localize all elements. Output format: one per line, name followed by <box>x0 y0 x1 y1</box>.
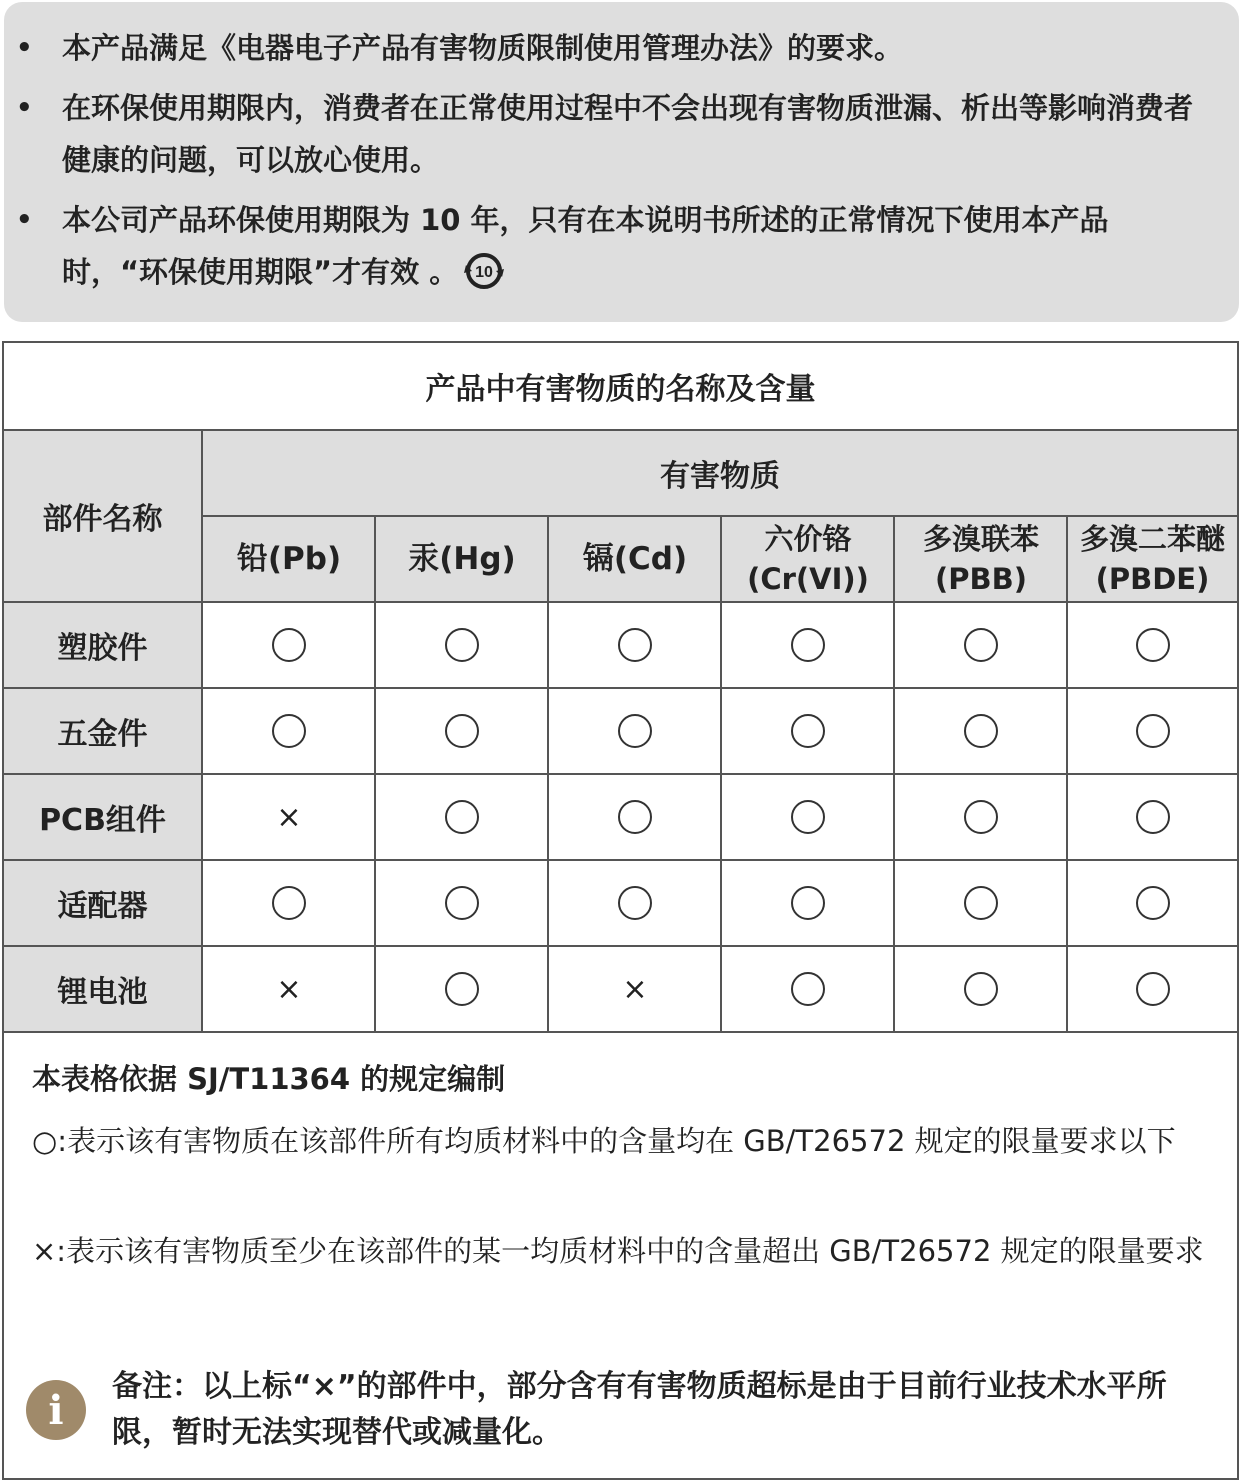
circle-mark <box>445 800 479 834</box>
substance-cell <box>376 947 548 1031</box>
substance-cell <box>895 947 1067 1031</box>
circle-mark <box>272 714 306 748</box>
column-header-line: 汞(Hg) <box>408 541 516 577</box>
circle-mark <box>791 800 825 834</box>
substance-cell <box>549 861 721 945</box>
column-header-line: 六价铬 <box>764 522 852 556</box>
column-header-1 <box>376 517 548 601</box>
column-header-line: 镉(Cd) <box>582 541 688 577</box>
grid-line <box>4 687 1237 689</box>
grid-line <box>547 515 549 1031</box>
circle-mark <box>272 628 306 662</box>
circle-mark <box>964 886 998 920</box>
grid-line <box>201 429 203 1031</box>
cross-mark: × <box>276 971 302 1007</box>
remark-note: 备注：以上标“×”的部件中，部分含有有害物质超标是由于目前行业技术水平所限，暂时无法实现替代或减量化。 <box>112 1369 1167 1450</box>
substance-cell <box>1068 947 1237 1031</box>
substance-cell <box>549 689 721 773</box>
substance-cell <box>722 689 894 773</box>
circle-legend-note: ○:表示该有害物质在该部件所有均质材料中的含量均在 GB/T26572 规定的限量要求以下 <box>32 1124 1176 1158</box>
circle-mark <box>618 628 652 662</box>
grid-line <box>4 601 1237 603</box>
grid-line <box>4 945 1237 947</box>
circle-mark <box>618 714 652 748</box>
epup-10-label: 10 <box>475 264 494 281</box>
hazardous-substance-table <box>2 341 1239 1480</box>
substance-cell <box>203 861 375 945</box>
table-title: 产品中有害物质的名称及含量 <box>4 343 1237 431</box>
column-header-5 <box>1068 517 1237 601</box>
part-name-header: 部件名称 <box>4 431 201 601</box>
grid-line <box>720 515 722 1031</box>
circle-mark <box>791 886 825 920</box>
substance-cell <box>376 861 548 945</box>
column-header-2 <box>549 517 721 601</box>
circle-mark <box>1136 972 1170 1006</box>
substance-cell <box>203 775 375 859</box>
circle-mark <box>1136 800 1170 834</box>
circle-mark <box>618 886 652 920</box>
substance-cell <box>895 861 1067 945</box>
circle-mark <box>1136 628 1170 662</box>
substance-cell <box>895 603 1067 687</box>
grid-line <box>893 515 895 1031</box>
circle-mark <box>272 886 306 920</box>
substance-cell <box>895 775 1067 859</box>
circle-mark <box>445 886 479 920</box>
substance-cell <box>203 947 375 1031</box>
circle-mark <box>791 628 825 662</box>
column-header-0 <box>203 517 375 601</box>
substance-cell <box>722 947 894 1031</box>
cross-legend-note: ×:表示该有害物质至少在该部件的某一均质材料中的含量超出 GB/T26572 规定的限量要求 <box>32 1234 1204 1268</box>
substance-cell <box>203 689 375 773</box>
substance-cell <box>1068 603 1237 687</box>
circle-mark <box>791 714 825 748</box>
column-header-line: (Cr(VI)) <box>747 562 869 596</box>
part-name-cell: 锂电池 <box>4 947 201 1031</box>
substance-cell <box>1068 861 1237 945</box>
grid-line <box>4 773 1237 775</box>
substance-cell <box>1068 775 1237 859</box>
grid-line <box>4 859 1237 861</box>
substances-group-header: 有害物质 <box>203 431 1237 515</box>
column-header-4 <box>895 517 1067 601</box>
circle-mark <box>964 800 998 834</box>
substance-cell <box>722 603 894 687</box>
substance-cell <box>376 775 548 859</box>
substance-cell <box>376 603 548 687</box>
part-name-cell: PCB组件 <box>4 775 201 859</box>
column-header-line: 多溴二苯醚 <box>1079 522 1225 556</box>
column-header-line: (PBB) <box>935 562 1027 596</box>
epup-10-icon <box>462 249 506 293</box>
substance-cell <box>549 947 721 1031</box>
substance-cell <box>1068 689 1237 773</box>
column-header-line: 多溴联苯 <box>922 522 1039 556</box>
table-basis-note: 本表格依据 SJ/T11364 的规定编制 <box>32 1062 506 1096</box>
info-icon: i <box>26 1380 86 1440</box>
circle-mark <box>1136 714 1170 748</box>
cross-mark: × <box>622 971 648 1007</box>
substance-cell <box>549 603 721 687</box>
grid-line <box>1066 515 1068 1031</box>
column-header-3 <box>722 517 894 601</box>
substance-cell <box>722 775 894 859</box>
substance-cell <box>203 603 375 687</box>
intro-box: • 本产品满足《电器电子产品有害物质限制使用管理办法》的要求。 • 在环保使用期限内，消费者在正常使用过程中不会出现有害物质泄漏、析出等影响消费者健康的问题，可以放心使用。 • 本公司产品环保使用期限为 10 年，只有在本说明书所述的正常情况下使用本产品时，“环保使用期限”才有效 。 10 <box>4 2 1239 322</box>
circle-mark <box>445 972 479 1006</box>
circle-mark <box>618 800 652 834</box>
part-name-cell: 塑胶件 <box>4 603 201 687</box>
circle-mark <box>445 714 479 748</box>
grid-line <box>374 515 376 1031</box>
circle-mark <box>964 972 998 1006</box>
substance-cell <box>722 861 894 945</box>
substance-cell <box>895 689 1067 773</box>
grid-line <box>4 1031 1237 1033</box>
part-name-cell: 五金件 <box>4 689 201 773</box>
part-name-cell: 适配器 <box>4 861 201 945</box>
circle-mark <box>964 714 998 748</box>
column-header-line: 铅(Pb) <box>236 541 342 577</box>
circle-mark <box>1136 886 1170 920</box>
intro-bullet-3-text: 本公司产品环保使用期限为 10 年，只有在本说明书所述的正常情况下使用本产品时，“环保使用期限”才有效 。 <box>62 203 1109 289</box>
column-header-line: (PBDE) <box>1095 562 1210 596</box>
substance-cell <box>549 775 721 859</box>
cross-mark: × <box>276 799 302 835</box>
substance-cell <box>376 689 548 773</box>
circle-mark <box>791 972 825 1006</box>
circle-mark <box>964 628 998 662</box>
circle-mark <box>445 628 479 662</box>
